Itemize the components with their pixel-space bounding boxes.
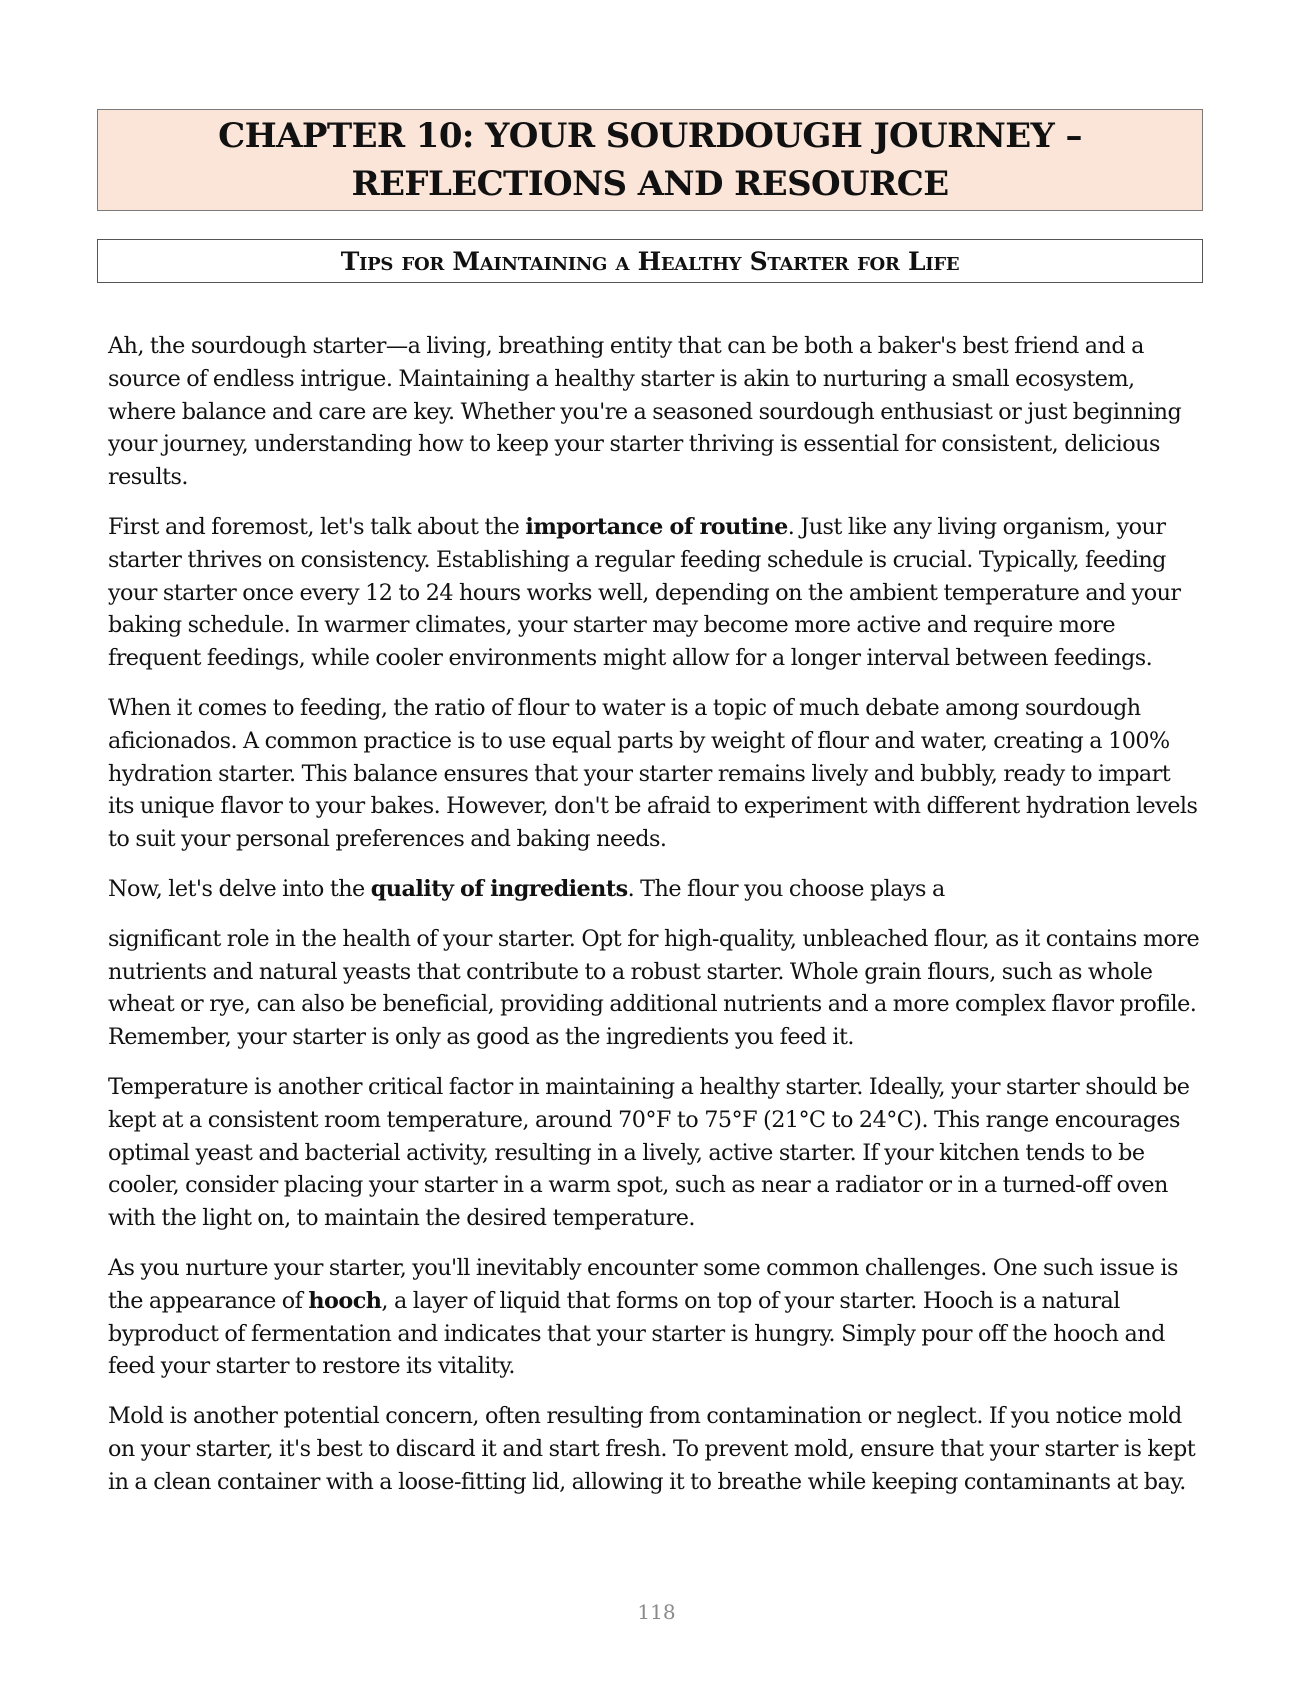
- section-title: Tips for Maintaining a Healthy Starter for Life: [340, 246, 960, 276]
- paragraph-4-text-start: Now, let's delve into the: [108, 875, 371, 902]
- paragraph-6: Temperature is another critical factor in maintaining a healthy starter. Ideally, your starter should be kept at a consistent room temperature, around 70°F to 75°F (21°C to 24°C). This range encourages optimal yeast and bacterial activity, resulting in a lively, active starter. If your kitchen tends to be cooler, consider placing your starter in a warm spot, such as near a radiator or in a turned-off oven with the light on, to maintain the desired temperature.: [108, 1073, 1190, 1232]
- paragraph-2-text-end: . Just like any living organism, your starter thrives on consistency. Establishing a regular feeding schedule is crucial. Typically, feeding your starter once every 12 to 24 hours works well, depending on the ambient temperature and your baking schedule. In warmer climates, your starter may become more active and require more frequent feedings, while cooler environments might allow for a longer interval between feedings.: [108, 513, 1181, 672]
- paragraph-4-text-end: . The flour you choose plays a: [627, 875, 945, 902]
- paragraph-4: [108, 873, 1200, 906]
- chapter-title-line-2: REFLECTIONS AND RESOURCE: [351, 164, 949, 204]
- paragraph-7-text-end: , a layer of liquid that forms on top of your starter. Hooch is a natural byproduct of fermentation and indicates that your starter is hungry. Simply pour off the hooch and feed your starter to restore its vitality.: [108, 1287, 1165, 1380]
- body-text: [108, 330, 1200, 1516]
- chapter-heading-box: [97, 109, 1203, 211]
- paragraph-4-emphasis: quality of ingredients: [370, 875, 628, 902]
- paragraph-2: [108, 511, 1200, 675]
- paragraph-7-emphasis: hooch: [308, 1287, 382, 1314]
- paragraph-7: [108, 1252, 1200, 1383]
- paragraph-5: significant role in the health of your starter. Opt for high-quality, unbleached flour, as it contains more nutrients and natural yeasts that contribute to a robust starter. Whole grain flours, such as whole wheat or rye, can also be beneficial, providing additional nutrients and a more complex flavor profile. Remember, your starter is only as good as the ingredients you feed it.: [108, 925, 1200, 1051]
- paragraph-7-text-start: As you nurture your starter, you'll inevitably encounter some common challenges. One such issue is the appearance of: [108, 1254, 1178, 1314]
- paragraph-8: Mold is another potential concern, often resulting from contamination or neglect. If you notice mold on your starter, it's best to discard it and start fresh. To prevent mold, ensure that your starter is kept in a clean container with a loose-fitting lid, allowing it to breathe while keeping contaminants at bay.: [108, 1403, 1196, 1495]
- paragraph-3: When it comes to feeding, the ratio of flour to water is a topic of much debate among sourdough aficionados. A common practice is to use equal parts by weight of flour and water, creating a 100% hydration starter. This balance ensures that your starter remains lively and bubbly, ready to impart its unique flavor to your bakes. However, don't be afraid to experiment with different hydration levels to suit your personal preferences and baking needs.: [108, 694, 1198, 853]
- chapter-title-line-1: CHAPTER 10: YOUR SOURDOUGH JOURNEY –: [218, 116, 1082, 156]
- section-heading-box: [97, 239, 1203, 283]
- page-number: 118: [637, 1600, 676, 1624]
- paragraph-1: Ah, the sourdough starter—a living, breathing entity that can be both a baker's best friend and a source of endless intrigue. Maintaining a healthy starter is akin to nurturing a small ecosystem, where balance and care are key. Whether you're a seasoned sourdough enthusiast or just beginning your journey, understanding how to keep your starter thriving is essential for consistent, delicious results.: [108, 333, 1182, 491]
- paragraph-2-text-start: First and foremost, let's talk about the: [108, 513, 526, 540]
- paragraph-2-emphasis: importance of routine: [525, 513, 788, 540]
